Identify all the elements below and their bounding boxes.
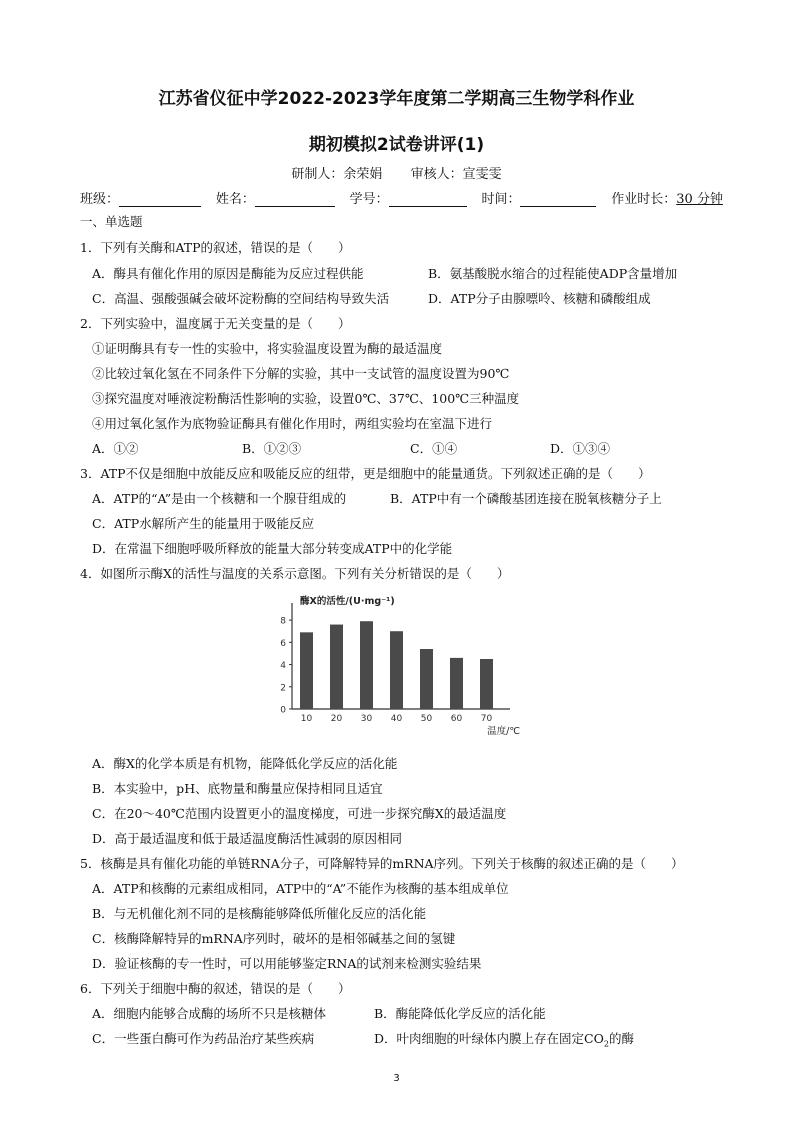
q1-option-c[interactable]: C．高温、强酸强碱会破坏淀粉酶的空间结构导致失活: [92, 291, 390, 306]
q6-option-c[interactable]: C．一些蛋白酶可作为药品治疗某些疾病: [92, 1031, 315, 1046]
x-tick-label: 20: [330, 714, 343, 724]
q1-options-row2: [92, 289, 723, 307]
q4-stem: 4．如图所示酶X的活性与温度的关系示意图。下列有关分析错误的是（ ）: [80, 566, 510, 581]
class-blank[interactable]: [119, 192, 201, 207]
y-tick-label: 0: [280, 705, 286, 716]
y-tick-label: 4: [280, 661, 286, 672]
q5-option-c[interactable]: C．核酶降解特异的mRNA序列时，破坏的是相邻碱基之间的氢键: [92, 931, 456, 946]
q2-statement-2: ②比较过氧化氢在不同条件下分解的实验，其中一支试管的温度设置为90℃: [92, 366, 510, 381]
q5-stem: 5．核酶是具有催化功能的单链RNA分子，可降解特异的mRNA序列。下列关于核酶的叙述正确的是（ ）: [80, 856, 684, 871]
q1-option-b[interactable]: B．氨基酸脱水缩合的过程能使ADP含量增加: [428, 266, 678, 281]
id-field: 学号：: [350, 188, 467, 207]
y-axis-title: 酶X的活性/(U·mg⁻¹): [300, 596, 395, 607]
q6-option-d[interactable]: D．叶肉细胞的叶绿体内膜上存在固定$CO_2$的酶: [374, 1031, 634, 1049]
q4-option-a[interactable]: A．酶X的化学本质是有机物，能降低化学反应的活化能: [92, 756, 398, 771]
q1-option-a[interactable]: A．酶具有催化作用的原因是酶能为反应过程供能: [92, 266, 364, 281]
page-number: 3: [393, 1073, 400, 1084]
class-field: 班级：: [80, 188, 201, 207]
document-subtitle: 期初模拟2试卷讲评(1): [308, 135, 485, 155]
q3-option-a[interactable]: A．ATP的“A”是由一个核糖和一个腺苷组成的: [92, 491, 347, 506]
x-tick-label: 50: [420, 714, 433, 724]
q6-options-row1: [92, 1004, 723, 1022]
q3-options-row1: [92, 489, 723, 507]
q5-option-d[interactable]: D．验证核酶的专一性时，可以用能够鉴定RNA的试剂来检测实验结果: [92, 956, 482, 971]
q5-option-a[interactable]: A．ATP和核酶的元素组成相同，ATP中的“A”不能作为核酶的基本组成单位: [92, 881, 509, 896]
bar: [450, 658, 463, 709]
name-blank[interactable]: [255, 192, 335, 207]
q2-options: [92, 439, 723, 457]
q6-option-a[interactable]: A．细胞内能够合成酶的场所不只是核糖体: [92, 1006, 327, 1021]
q3-option-c[interactable]: C．ATP水解所产生的能量用于吸能反应: [92, 516, 315, 531]
name-field: 姓名：: [216, 188, 335, 207]
y-tick-label: 6: [280, 638, 286, 649]
x-tick-label: 60: [450, 714, 463, 724]
q2-stem: 2．下列实验中，温度属于无关变量的是（ ）: [80, 316, 351, 331]
reviewer: 审核人：宣雯雯: [410, 167, 502, 182]
bar: [330, 625, 343, 709]
bar: [300, 632, 313, 709]
time-blank[interactable]: [520, 192, 596, 207]
q3-option-d[interactable]: D．在常温下细胞呼吸所释放的能量大部分转变成ATP中的化学能: [92, 541, 453, 556]
x-tick-label: 30: [360, 714, 373, 724]
enzyme-activity-chart: [270, 588, 520, 743]
q1-option-d[interactable]: D．ATP分子由腺嘌呤、核糖和磷酸组成: [428, 291, 651, 306]
q2-statement-3: ③探究温度对唾液淀粉酶活性影响的实验，设置0℃、37℃、100℃三种温度: [92, 391, 520, 406]
id-blank[interactable]: [389, 192, 467, 207]
x-tick-label: 40: [390, 714, 403, 724]
q2-option-d[interactable]: D．①③④: [550, 441, 611, 456]
x-tick-label: 10: [300, 714, 313, 724]
student-info-row: [80, 188, 723, 207]
q2-option-a[interactable]: A．①②: [92, 441, 139, 456]
duration-value: 30 分钟: [676, 192, 723, 207]
chart-layer: [280, 595, 520, 737]
q1-stem: 1．下列有关酶和ATP的叙述，错误的是（ ）: [80, 240, 351, 255]
q6-stem: 6．下列关于细胞中酶的叙述，错误的是（ ）: [80, 981, 351, 996]
q1-options-row1: [92, 264, 723, 282]
q3-stem: 3．ATP不仅是细胞中放能反应和吸能反应的纽带，更是细胞中的能量通货。下列叙述正确的是（ ）: [80, 466, 651, 481]
duration-field: 作业时长：30 分钟: [611, 192, 723, 207]
q2-statement-1: ①证明酶具有专一性的实验中，将实验温度设置为酶的最适温度: [92, 341, 443, 356]
q2-option-b[interactable]: B．①②③: [242, 441, 302, 456]
q2-statement-4: ④用过氧化氢作为底物验证酶具有催化作用时，两组实验均在室温下进行: [92, 416, 493, 431]
q3-option-b[interactable]: B．ATP中有一个磷酸基团连接在脱氧核糖分子上: [390, 491, 662, 506]
q6-option-b[interactable]: B．酶能降低化学反应的活化能: [374, 1006, 546, 1021]
bar: [480, 659, 493, 709]
q4-option-b[interactable]: B．本实验中，pH、底物量和酶量应保持相同且适宜: [92, 781, 383, 796]
x-tick-label: 70: [480, 714, 493, 724]
bar: [420, 649, 433, 709]
q6-options-row2: [92, 1029, 723, 1049]
y-tick-label: 8: [280, 616, 286, 627]
q4-option-c[interactable]: C．在20～40℃范围内设置更小的温度梯度，可进一步探究酶X的最适温度: [92, 806, 507, 821]
bar: [360, 621, 373, 709]
authors-line: [0, 163, 793, 182]
q2-option-c[interactable]: C．①④: [410, 441, 458, 456]
document-title: 江苏省仪征中学2022-2023学年度第二学期高三生物学科作业: [158, 89, 635, 109]
q5-option-b[interactable]: B．与无机催化剂不同的是核酶能够降低所催化反应的活化能: [92, 906, 427, 921]
time-field: 时间：: [481, 188, 596, 207]
x-axis-title: 温度/℃: [487, 726, 520, 737]
y-tick-label: 2: [280, 683, 286, 694]
q4-option-d[interactable]: D．高于最适温度和低于最适温度酶活性减弱的原因相同: [92, 831, 403, 846]
section-heading: 一、单选题: [80, 214, 143, 229]
bar: [390, 631, 403, 709]
author: 研制人：余荣娟: [291, 167, 383, 182]
